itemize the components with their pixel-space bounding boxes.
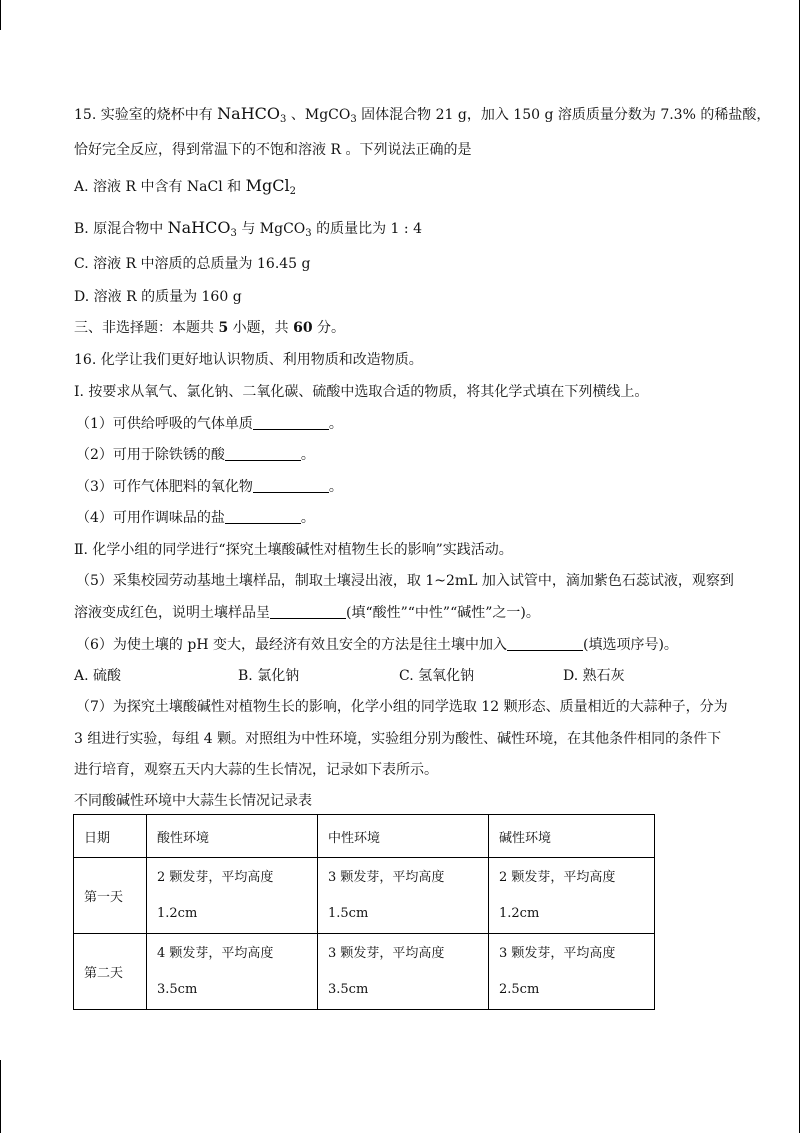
corner-mark-top-left bbox=[0, 0, 1, 30]
q16-part1-instruction: Ⅰ. 按要求从氧气、氯化钠、二氧化碳、硫酸中选取合适的物质，将其化学式填在下列横线上。 bbox=[74, 384, 649, 400]
heading-text: 分。 bbox=[312, 320, 346, 336]
q16-sub2 bbox=[76, 445, 315, 465]
q15-text: 固体混合物 21 g，加入 150 g 溶质质量分数为 7.3% 的稀盐酸， bbox=[356, 107, 771, 123]
option-text: B. 原混合物中 bbox=[74, 221, 168, 237]
table-cell bbox=[318, 858, 489, 934]
q16-part2-instruction: Ⅱ. 化学小组的同学进行“探究土壤酸碱性对植物生长的影响”实践活动。 bbox=[74, 542, 513, 558]
row-day: 第一天 bbox=[74, 858, 147, 934]
q15-stem-line1 bbox=[74, 104, 770, 125]
sub-question-text: （4）可用作调味品的盐 bbox=[76, 510, 225, 526]
cell-value: 3.5cm bbox=[328, 981, 369, 997]
subscript: 3 bbox=[280, 114, 287, 125]
cell-value: 1.2cm bbox=[499, 905, 540, 921]
q16-sub1 bbox=[76, 414, 343, 434]
q16-sub6 bbox=[76, 635, 678, 655]
cell-text: 3 颗发芽，平均高度 bbox=[328, 869, 445, 885]
header-acidic: 酸性环境 bbox=[147, 815, 318, 858]
heading-text: 小题，共 bbox=[228, 320, 294, 336]
q16-sub7-line1: （7）为探究土壤酸碱性对植物生长的影响，化学小组的同学选取 12 颗形态、质量相近的大蒜种子，分为 bbox=[76, 699, 728, 715]
header-date: 日期 bbox=[74, 815, 147, 858]
answer-blank[interactable] bbox=[507, 636, 583, 651]
table-cell bbox=[147, 858, 318, 934]
sub-question-text: （3）可作气体肥料的氧化物 bbox=[76, 479, 253, 495]
q16-sub6-option-d: D. 熟石灰 bbox=[563, 668, 625, 684]
period: 。 bbox=[300, 447, 315, 463]
row-day: 第二天 bbox=[74, 934, 147, 1010]
sub-question-text: （2）可用于除铁锈的酸 bbox=[76, 447, 225, 463]
table-cell bbox=[489, 858, 655, 934]
header-alkaline: 碱性环境 bbox=[489, 815, 655, 858]
option-text: 的质量比为 1 : 4 bbox=[311, 221, 422, 237]
answer-blank[interactable] bbox=[253, 478, 329, 493]
cell-text: 2 颗发芽，平均高度 bbox=[157, 869, 274, 885]
q15-option-a bbox=[74, 176, 296, 197]
cell-text: 4 颗发芽，平均高度 bbox=[157, 945, 274, 961]
section-heading bbox=[74, 318, 345, 338]
subscript: 3 bbox=[230, 228, 237, 239]
q16-sub3 bbox=[76, 477, 343, 497]
q15-option-b bbox=[74, 218, 422, 239]
option-text: A. 溶液 R 中含有 NaCl 和 bbox=[74, 179, 246, 195]
table-cell bbox=[489, 934, 655, 1010]
q16-sub7-line3: 进行培育，观察五天内大蒜的生长情况，记录如下表所示。 bbox=[74, 762, 438, 778]
table-caption: 不同酸碱性环境中大蒜生长情况记录表 bbox=[74, 793, 312, 809]
cell-value: 2.5cm bbox=[499, 981, 540, 997]
q16-sub6-option-b: B. 氯化钠 bbox=[238, 668, 300, 684]
heading-score: 60 bbox=[293, 320, 313, 336]
sub-question-text: (填选项序号)。 bbox=[582, 637, 678, 653]
q15-text: 、MgCO bbox=[286, 107, 351, 123]
table-cell bbox=[147, 934, 318, 1010]
option-text: 与 MgCO bbox=[236, 221, 306, 237]
sub-question-text: (填“酸性”“中性”“碱性”之一)。 bbox=[346, 605, 540, 621]
q15-text: 15. 实验室的烧杯中有 bbox=[74, 107, 218, 123]
sub-question-text: （1）可供给呼吸的气体单质 bbox=[76, 416, 253, 432]
answer-blank[interactable] bbox=[225, 509, 301, 524]
table-header-row bbox=[74, 815, 655, 858]
period: 。 bbox=[328, 479, 343, 495]
heading-count: 5 bbox=[218, 320, 229, 336]
q16-sub6-option-c: C. 氢氧化钠 bbox=[399, 668, 475, 684]
q16-intro: 16. 化学让我们更好地认识物质、利用物质和改造物质。 bbox=[74, 352, 423, 368]
sub-question-text: 溶液变成红色，说明土壤样品呈 bbox=[74, 605, 270, 621]
q16-sub7-line2: 3 组进行实验，每组 4 颗。对照组为中性环境，实验组分别为酸性、碱性环境，在其他条件相同的条件下 bbox=[74, 731, 722, 747]
period: 。 bbox=[328, 416, 343, 432]
formula-nahco3: NaHCO bbox=[167, 218, 231, 237]
table-row bbox=[74, 934, 655, 1010]
cell-value: 1.2cm bbox=[157, 905, 198, 921]
cell-text: 2 颗发芽，平均高度 bbox=[499, 869, 616, 885]
cell-value: 3.5cm bbox=[157, 981, 198, 997]
table-cell bbox=[318, 934, 489, 1010]
formula-nahco3: NaHCO bbox=[217, 104, 281, 123]
cell-value: 1.5cm bbox=[328, 905, 369, 921]
answer-blank[interactable] bbox=[270, 604, 346, 619]
q16-sub5-line2 bbox=[74, 603, 540, 623]
q15-stem-line2: 恰好完全反应，得到常温下的不饱和溶液 R 。下列说法正确的是 bbox=[74, 142, 472, 158]
heading-text: 三、非选择题：本题共 bbox=[74, 320, 219, 336]
q15-option-c: C. 溶液 R 中溶质的总质量为 16.45 g bbox=[74, 256, 311, 272]
cell-text: 3 颗发芽，平均高度 bbox=[499, 945, 616, 961]
table-row bbox=[74, 858, 655, 934]
sub-question-text: （6）为使土壤的 pH 变大，最经济有效且安全的方法是往土壤中加入 bbox=[76, 637, 507, 653]
subscript: 3 bbox=[350, 114, 357, 125]
period: 。 bbox=[300, 510, 315, 526]
answer-blank[interactable] bbox=[225, 446, 301, 461]
growth-record-table bbox=[73, 814, 655, 1010]
q16-sub4 bbox=[76, 508, 315, 528]
q16-sub6-option-a: A. 硫酸 bbox=[74, 668, 122, 684]
subscript: 2 bbox=[289, 186, 296, 197]
formula-mgcl2: MgCl bbox=[245, 176, 290, 195]
corner-mark-bottom-left bbox=[0, 1060, 1, 1133]
q16-sub5-line1: （5）采集校园劳动基地土壤样品，制取土壤浸出液，取 1~2mL 加入试管中，滴加紫色石蕊试液，观察到 bbox=[76, 573, 734, 589]
cell-text: 3 颗发芽，平均高度 bbox=[328, 945, 445, 961]
header-neutral: 中性环境 bbox=[318, 815, 489, 858]
answer-blank[interactable] bbox=[253, 415, 329, 430]
subscript: 3 bbox=[305, 228, 312, 239]
q15-option-d: D. 溶液 R 的质量为 160 g bbox=[74, 289, 242, 305]
